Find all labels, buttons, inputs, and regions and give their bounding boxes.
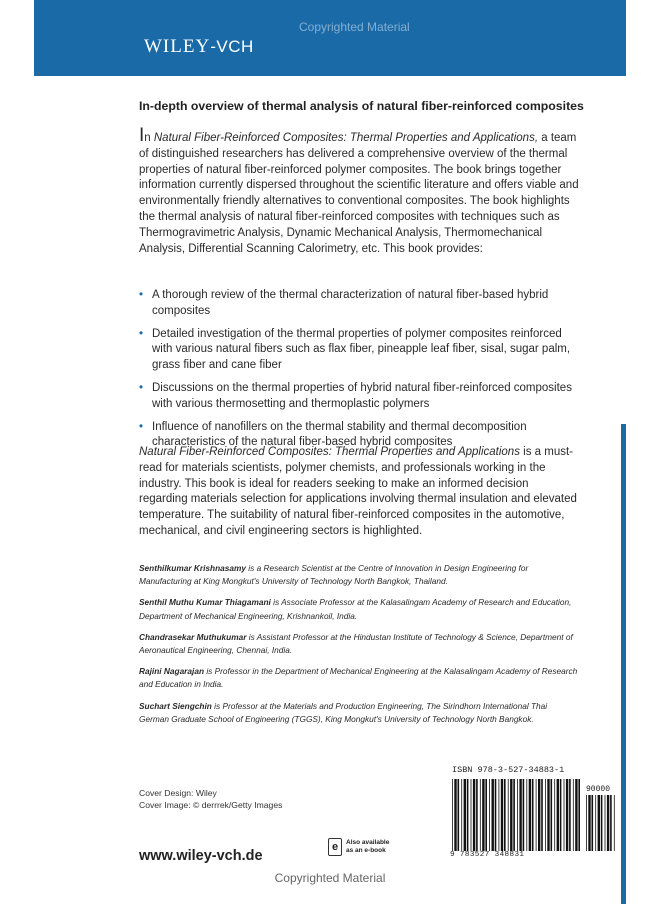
bullet-dot-icon: •	[139, 327, 144, 340]
ebook-icon: e	[328, 838, 342, 856]
feature-list	[139, 288, 579, 458]
closing-paragraph: Natural Fiber-Reinforced Composites: Thermal Properties and Applications is a must-read for materials scientists, polymer chemists, and professionals working in the industry. This book is ideal for readers seeking to make an informed decision regarding materials selection for applications involving thermal insulation and elevated temperature. The suitability of natural fiber-reinforced composites in the automotive, mechanical, and civil engineering sectors is highlighted.	[139, 446, 577, 537]
publisher-website[interactable]: www.wiley-vch.de	[139, 848, 263, 864]
dropcap: I	[139, 125, 145, 146]
isbn-barcode	[448, 765, 620, 865]
barcode-addon-bars	[586, 795, 616, 851]
book-title-italic: Natural Fiber-Reinforced Composites: Thermal Properties and Applications,	[153, 132, 539, 144]
barcode-bars	[452, 779, 580, 851]
author-bio: Rajini Nagarajan is Professor in the Department of Mechanical Engineering at the Kalasalingam Academy of Research and Education in India.	[139, 666, 578, 690]
cover-design-credit: Cover Design: Wiley	[139, 788, 217, 798]
bullet-dot-icon: •	[139, 381, 144, 394]
list-item: • Influence of nanofillers on the thermal stability and thermal decomposition characteristics of the natural fiber-based hybrid composites	[139, 420, 527, 449]
author-bio: Senthil Muthu Kumar Thiagamani is Associate Professor at the Kalasalingam Academy of Research and Education, Department of Mechanical Engineering, Krishnankoil, India.	[139, 597, 572, 621]
ebook-notice	[328, 838, 389, 856]
spine-edge-bar	[621, 424, 626, 904]
author-bio: Suchart Siengchin is Professor at the Materials and Production Engineering, The Sirindhorn International Thai German Graduate School of Engineering (TGGS), King Mongkut's University of Technology North Bangkok.	[139, 700, 548, 724]
author-bio: Senthilkumar Krishnasamy is a Research Scientist at the Centre of Innovation in Design Engineering for Manufacturing at King Mongkut's University of Technology North Bangkok, Thailand.	[139, 563, 529, 587]
publisher-banner	[34, 0, 626, 76]
list-item: • Detailed investigation of the thermal properties of polymer composites reinforced with various natural fibers such as flax fiber, pineapple leaf fiber, sisal, sugar palm, grass fiber and cane fiber	[139, 327, 571, 372]
intro-paragraph: In Natural Fiber-Reinforced Composites: Thermal Properties and Applications, a team of distinguished researchers has delivered a comprehensive overview of the thermal properties of natural fiber-reinforced polymer composites. The book brings together information currently dispersed throughout the scientific literature and offers viable and environmentally friendly alternatives to conventional composites. The book highlights the thermal analysis of natural fiber-reinforced composites with techniques such as Thermogravimetric Analysis, Dynamic Mechanical Analysis, Thermomechanical Analysis, Differential Scanning Calorimetry, etc. This book provides:	[139, 125, 579, 255]
isbn-label: ISBN 978-3-527-34883-1	[452, 765, 565, 775]
author-bio: Chandrasekar Muthukumar is Assistant Professor at the Hindustan Institute of Technology & Science, Department of Aeronautical Engineering, Chennai, India.	[139, 631, 573, 656]
list-item: • A thorough review of the thermal characterization of natural fiber-based hybrid composites	[139, 289, 549, 317]
price-code: 90000	[586, 785, 611, 794]
list-item: • Discussions on the thermal properties of hybrid natural fiber-reinforced composites with various thermosetting and thermoplastic polymers	[139, 381, 572, 410]
cover-credits	[139, 787, 282, 811]
cover-image-credit: Cover Image: © derrrek/Getty Images	[139, 800, 283, 810]
bullet-dot-icon: •	[139, 289, 144, 301]
ebook-text: Also available as an e-book	[346, 839, 390, 854]
author-bios	[139, 562, 579, 734]
watermark-top: Copyrighted Material	[299, 20, 410, 34]
watermark-bottom: Copyrighted Material	[274, 871, 386, 885]
barcode-digits: 9 783527 348831	[450, 851, 525, 859]
wiley-vch-logo: WILEY-VCH	[144, 36, 254, 57]
book-title-italic: Natural Fiber-Reinforced Composites: Thermal Properties and Applications	[139, 446, 520, 458]
headline: In-depth overview of thermal analysis of natural fiber-reinforced composites	[139, 99, 584, 113]
bullet-dot-icon: •	[139, 420, 144, 433]
